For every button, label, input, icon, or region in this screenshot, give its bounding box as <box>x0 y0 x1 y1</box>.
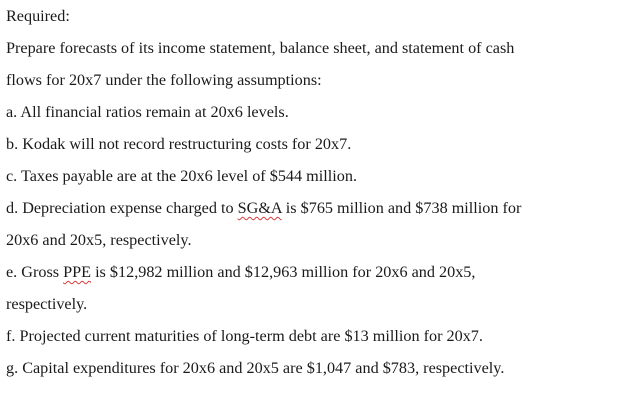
item-f: f. Projected current maturities of long-term debt are $13 million for 20x7. <box>6 327 483 345</box>
intro-line-1: Prepare forecasts of its income statement, balance sheet, and statement of cash <box>6 39 515 57</box>
heading-required: Required: <box>6 7 70 25</box>
item-e-text-after: is $12,982 million and $12,963 million for 20x6 and 20x5, <box>91 263 476 281</box>
assignment-text <box>6 0 620 384</box>
item-a: a. All financial ratios remain at 20x6 levels. <box>6 103 289 121</box>
item-d-text-before: d. Depreciation expense charged to <box>6 199 238 217</box>
item-e <box>6 256 620 288</box>
item-e-continuation: respectively. <box>6 295 88 313</box>
item-d <box>6 192 620 224</box>
item-g: g. Capital expenditures for 20x6 and 20x5 are $1,047 and $783, respectively. <box>6 359 505 377</box>
spellcheck-flag-ppe[interactable]: PPE <box>63 263 92 281</box>
intro-line-2: flows for 20x7 under the following assumptions: <box>6 71 322 89</box>
item-d-continuation: 20x6 and 20x5, respectively. <box>6 231 192 249</box>
item-e-text-before: e. Gross <box>6 263 64 281</box>
item-c: c. Taxes payable are at the 20x6 level of $544 million. <box>6 167 357 185</box>
item-b: b. Kodak will not record restructuring costs for 20x7. <box>6 135 352 153</box>
spellcheck-flag-sga[interactable]: SG&A <box>237 199 282 217</box>
item-d-text-after: is $765 million and $738 million for <box>281 199 522 217</box>
